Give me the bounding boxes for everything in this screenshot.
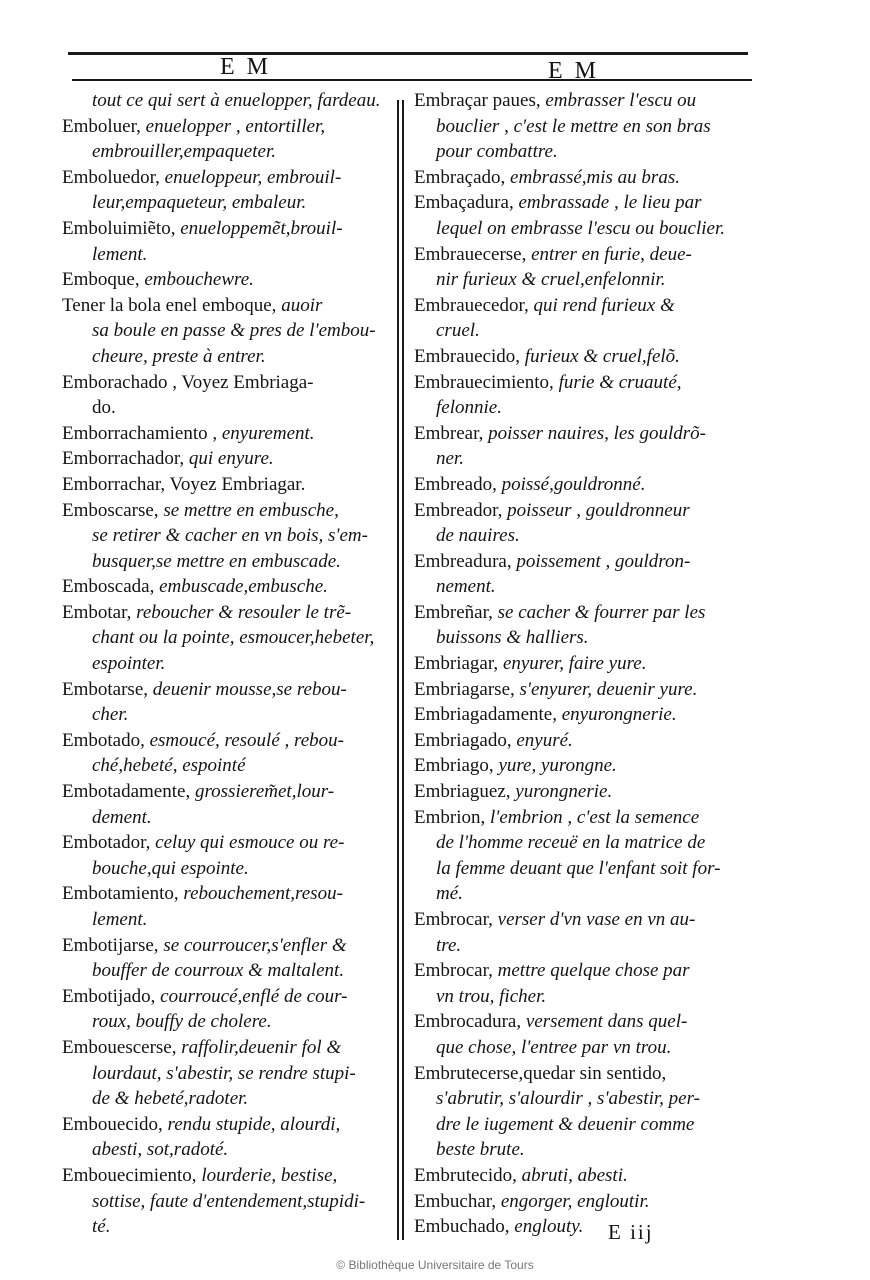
dictionary-line — [62, 139, 394, 165]
dictionary-line — [414, 1035, 754, 1061]
headword: Emboluimiẽto, — [62, 217, 181, 239]
dictionary-line — [62, 1214, 394, 1240]
headword: Embriaguez, — [414, 781, 516, 803]
definition: tout ce qui sert à enuelopper, fardeau. — [92, 90, 381, 111]
definition: yurongnerie. — [515, 781, 613, 803]
definition: de nauires. — [436, 525, 520, 547]
definition: lement. — [92, 909, 148, 930]
definition: l'embrion , c'est la semence — [490, 806, 700, 828]
definition: celuy qui esmouce ou re- — [155, 832, 345, 854]
dictionary-line — [414, 139, 754, 165]
column-divider-double — [402, 100, 404, 1240]
headword: Embriagado, — [414, 729, 517, 751]
headword: Embreñar, — [414, 601, 498, 623]
headword: Embrauecedor, — [414, 294, 534, 316]
dictionary-line — [62, 472, 394, 498]
definition: roux, bouffy de cholere. — [92, 1011, 272, 1033]
dictionary-line — [414, 1137, 754, 1163]
headword: Emborrachamiento , — [62, 422, 222, 444]
running-head-left: E M — [220, 54, 271, 80]
dictionary-line — [414, 830, 754, 856]
dictionary-line — [62, 1086, 394, 1112]
definition: de & hebeté,radoter. — [92, 1088, 249, 1110]
definition: enyuré. — [516, 729, 573, 751]
headword: Embriagarse, — [414, 678, 520, 700]
dictionary-line — [62, 574, 394, 600]
headword: Emboluer, — [62, 115, 146, 137]
headword: Embreador, — [414, 499, 508, 521]
definition: enueloppemẽt,brouil- — [180, 217, 343, 239]
definition: felonnie. — [436, 397, 502, 419]
headword: Embriagar, — [414, 653, 503, 675]
dictionary-line — [62, 1035, 394, 1061]
definition: embrassé,mis au bras. — [510, 166, 680, 188]
headword: Embuchar, — [414, 1190, 501, 1212]
dictionary-line — [62, 753, 394, 779]
dictionary-line — [414, 677, 754, 703]
headword: Embotador, — [62, 832, 156, 854]
definition: cher. — [92, 704, 129, 726]
definition: mettre quelque chose par — [497, 960, 690, 982]
definition: bouclier , c'est le mettre en son bras — [436, 115, 711, 137]
dictionary-line — [414, 574, 754, 600]
dictionary-line — [62, 728, 394, 754]
headword: Embrear, — [414, 422, 489, 444]
dictionary-line — [62, 933, 394, 959]
headword: Embrauecerse, — [414, 243, 532, 265]
headword: Embrutecido, — [414, 1164, 522, 1186]
dictionary-line — [62, 881, 394, 907]
definition: auoir — [281, 294, 323, 316]
definition: abruti, abesti. — [521, 1164, 628, 1186]
dictionary-line — [62, 267, 394, 293]
definition: se retirer & cacher en vn bois, s'em- — [92, 525, 368, 547]
definition: rebouchement,resou- — [183, 883, 343, 905]
dictionary-line — [414, 498, 754, 524]
dictionary-line — [62, 318, 394, 344]
definition: poissement , gouldron- — [516, 550, 691, 572]
headword: Embriagadamente, — [414, 704, 562, 726]
dictionary-line — [414, 242, 754, 268]
definition: reboucher & resouler le trẽ- — [136, 601, 352, 623]
headword: Embreadura, — [414, 550, 517, 572]
definition: poisser nauires, les gouldrõ- — [488, 422, 706, 444]
dictionary-line — [414, 549, 754, 575]
definition: pour combattre. — [436, 141, 558, 163]
dictionary-line — [414, 753, 754, 779]
dictionary-line — [414, 472, 754, 498]
definition: se courroucer,s'enfler & — [163, 934, 347, 956]
headword: Embaçadura, — [414, 192, 519, 214]
dictionary-line — [62, 1137, 394, 1163]
dictionary-line — [414, 1189, 754, 1215]
definition: furieux & cruel,felõ. — [524, 345, 680, 367]
definition: beste brute. — [436, 1139, 525, 1161]
headword: Embrauecimiento, — [414, 371, 559, 393]
definition: dre le iugement & deuenir comme — [436, 1113, 695, 1135]
headword: Embreado, — [414, 473, 502, 495]
headword: Emboscarse, — [62, 499, 164, 521]
dictionary-line — [414, 958, 754, 984]
definition: ché,hebeté, espointé — [92, 755, 246, 777]
dictionary-line — [414, 190, 754, 216]
definition: se cacher & fourrer par les — [497, 601, 706, 623]
dictionary-line — [414, 625, 754, 651]
definition: busquer,se mettre en embuscade. — [92, 550, 341, 572]
dictionary-line — [414, 651, 754, 677]
dictionary-line — [414, 702, 754, 728]
definition: leur,empaqueteur, embaleur. — [92, 192, 307, 214]
definition: englouty. — [514, 1216, 584, 1238]
dictionary-line — [62, 549, 394, 575]
signature-mark: E iij — [608, 1220, 654, 1244]
dictionary-line — [62, 1009, 394, 1035]
dictionary-line — [414, 114, 754, 140]
dictionary-line — [62, 395, 394, 421]
headword: Emboluedor, — [62, 166, 165, 188]
headword: Embotijado, — [62, 985, 161, 1007]
dictionary-line — [414, 523, 754, 549]
definition: embrassade , le lieu par — [518, 192, 702, 214]
definition: lourderie, bestise, — [201, 1164, 338, 1186]
definition: enyurongnerie. — [561, 704, 677, 726]
definition: rendu stupide, alourdi, — [167, 1113, 341, 1135]
definition: lement. — [92, 243, 148, 265]
dictionary-line — [414, 907, 754, 933]
definition: courroucé,enflé de cour- — [160, 985, 348, 1007]
headword: Embrocar, — [414, 909, 498, 930]
dictionary-line — [62, 165, 394, 191]
dictionary-line — [62, 907, 394, 933]
headword: Emborrachar, Voyez Embriagar. — [62, 473, 306, 495]
headword: Embotarse, — [62, 678, 153, 700]
definition: embrouiller,empaqueter. — [92, 141, 276, 163]
headword: Embotar, — [62, 601, 137, 623]
definition: verser d'vn vase en vn au- — [497, 909, 696, 930]
definition: sottise, faute d'entendement,stupidi- — [92, 1190, 366, 1212]
definition: tre. — [436, 934, 462, 956]
definition: nement. — [436, 576, 496, 598]
running-head-right: E M — [548, 58, 599, 84]
dictionary-line — [414, 344, 754, 370]
definition: bouche,qui espointe. — [92, 857, 249, 879]
definition: deuenir mousse,se rebou- — [152, 678, 347, 700]
headword: Embouecimiento, — [62, 1164, 202, 1186]
definition: abesti, sot,radoté. — [92, 1139, 229, 1161]
dictionary-line — [414, 933, 754, 959]
dictionary-line — [414, 446, 754, 472]
dictionary-line — [414, 1214, 754, 1240]
definition: lourdaut, s'abestir, se rendre stupi- — [92, 1062, 356, 1084]
definition: la femme deuant que l'enfant soit for- — [436, 857, 721, 879]
definition: enyurement. — [221, 422, 315, 444]
dictionary-line — [62, 830, 394, 856]
dictionary-line — [62, 523, 394, 549]
definition: s'enyurer, deuenir yure. — [519, 678, 698, 700]
definition: bouffer de courroux & maltalent. — [92, 960, 345, 982]
header-rule-top — [68, 52, 748, 55]
dictionary-line — [62, 958, 394, 984]
definition: poissé,gouldronné. — [501, 473, 646, 495]
dictionary-line — [62, 114, 394, 140]
dictionary-line — [62, 677, 394, 703]
headword: Emborachado , Voyez Embriaga- — [62, 371, 314, 393]
headword: Embriago, — [414, 755, 499, 777]
dictionary-line — [414, 856, 754, 882]
dictionary-line — [62, 446, 394, 472]
dictionary-line — [62, 625, 394, 651]
definition: enuelopper , entortiller, — [145, 115, 326, 137]
dictionary-line — [414, 293, 754, 319]
library-credit: © Bibliothèque Universitaire de Tours — [336, 1258, 534, 1272]
dictionary-line — [62, 344, 394, 370]
dictionary-line — [62, 370, 394, 396]
definition: enyurer, faire yure. — [502, 653, 647, 675]
headword: Embotadamente, — [62, 781, 195, 803]
dictionary-line — [62, 216, 394, 242]
dictionary-line — [62, 498, 394, 524]
dictionary-line — [62, 242, 394, 268]
dictionary-line — [62, 984, 394, 1010]
headword: Embraçar paues, — [414, 90, 546, 111]
dictionary-line — [414, 370, 754, 396]
definition: embrasser l'escu ou — [545, 90, 697, 111]
dictionary-line — [414, 395, 754, 421]
headword: Embouecido, — [62, 1113, 168, 1135]
definition: qui enyure. — [188, 448, 274, 470]
dictionary-line — [414, 600, 754, 626]
dictionary-line — [414, 421, 754, 447]
headword: Embrauecido, — [414, 345, 525, 367]
dictionary-line — [414, 1112, 754, 1138]
definition: espointer. — [92, 653, 166, 675]
headword: do. — [92, 397, 116, 419]
dictionary-line — [414, 805, 754, 831]
headword: Embuchado, — [414, 1216, 515, 1238]
definition: cruel. — [436, 320, 480, 342]
dictionary-line — [62, 88, 394, 114]
left-column — [62, 88, 394, 1240]
definition: grossierem̃et,lour- — [194, 781, 335, 803]
dictionary-line — [62, 651, 394, 677]
dictionary-line — [414, 1163, 754, 1189]
definition: chant ou la pointe, esmoucer,hebeter, — [92, 627, 375, 649]
definition: dement. — [92, 806, 152, 828]
definition: buissons & halliers. — [436, 627, 589, 649]
definition: yure, yurongne. — [498, 755, 617, 777]
dictionary-line — [62, 1061, 394, 1087]
definition: ner. — [436, 448, 464, 470]
definition: versement dans quel- — [525, 1011, 688, 1033]
definition: qui rend furieux & — [533, 294, 675, 316]
definition: esmoucé, resoulé , rebou- — [149, 729, 344, 751]
dictionary-line — [414, 1061, 754, 1087]
dictionary-line — [414, 984, 754, 1010]
headword: Embrocar, — [414, 960, 498, 982]
dictionary-line — [414, 88, 754, 114]
dictionary-line — [62, 421, 394, 447]
headword: Emboscada, — [62, 576, 160, 598]
definition: de l'homme receuë en la matrice de — [436, 832, 706, 854]
dictionary-line — [62, 702, 394, 728]
definition: embouchewre. — [144, 269, 254, 291]
dictionary-line — [62, 293, 394, 319]
headword: Embrion, — [414, 806, 490, 828]
definition: entrer en furie, deue- — [531, 243, 692, 265]
definition: cheure, preste à entrer. — [92, 345, 266, 367]
headword: Embrutecerse,quedar sin sentido, — [414, 1062, 667, 1084]
dictionary-line — [62, 1163, 394, 1189]
headword: Embotamiento, — [62, 883, 184, 905]
dictionary-line — [62, 190, 394, 216]
definition: engorger, engloutir. — [500, 1190, 650, 1212]
dictionary-line — [414, 1009, 754, 1035]
dictionary-line — [62, 805, 394, 831]
headword: Emborrachador, — [62, 448, 189, 470]
dictionary-line — [62, 600, 394, 626]
headword: Embotado, — [62, 729, 150, 751]
dictionary-line — [414, 216, 754, 242]
definition: vn trou, ficher. — [436, 985, 547, 1007]
headword: Emboque, — [62, 269, 145, 291]
dictionary-line — [414, 779, 754, 805]
headword: Embraçado, — [414, 166, 511, 188]
definition: raffolir,deuenir fol & — [181, 1036, 342, 1058]
definition: que chose, l'entree par vn trou. — [436, 1036, 672, 1058]
column-divider — [397, 100, 399, 1240]
dictionary-line — [414, 165, 754, 191]
definition: té. — [92, 1216, 111, 1238]
dictionary-line — [62, 779, 394, 805]
definition: s'abrutir, s'alourdir , s'abestir, per- — [436, 1088, 700, 1110]
headword: Embrocadura, — [414, 1011, 526, 1033]
dictionary-line — [414, 881, 754, 907]
dictionary-line — [62, 1189, 394, 1215]
definition: embuscade,embusche. — [159, 576, 328, 598]
dictionary-line — [414, 318, 754, 344]
definition: se mettre en embusche, — [163, 499, 339, 521]
header-rule-bottom — [72, 79, 752, 81]
dictionary-line — [414, 728, 754, 754]
right-column — [414, 88, 754, 1240]
headword: Embotijarse, — [62, 934, 164, 956]
dictionary-line — [414, 1086, 754, 1112]
definition: mé. — [436, 883, 463, 905]
definition: nir furieux & cruel,enfelonnir. — [436, 269, 666, 291]
headword: Tener la bola enel emboque, — [62, 294, 282, 316]
definition: furie & cruauté, — [558, 371, 682, 393]
dictionary-line — [62, 856, 394, 882]
headword: Embouescerse, — [62, 1036, 182, 1058]
definition: enueloppeur, embrouil- — [164, 166, 342, 188]
dictionary-line — [62, 1112, 394, 1138]
dictionary-line — [414, 267, 754, 293]
definition: sa boule en passe & pres de l'embou- — [92, 320, 376, 342]
definition: poisseur , gouldronneur — [507, 499, 690, 521]
definition: lequel on embrasse l'escu ou bouclier. — [436, 217, 726, 239]
